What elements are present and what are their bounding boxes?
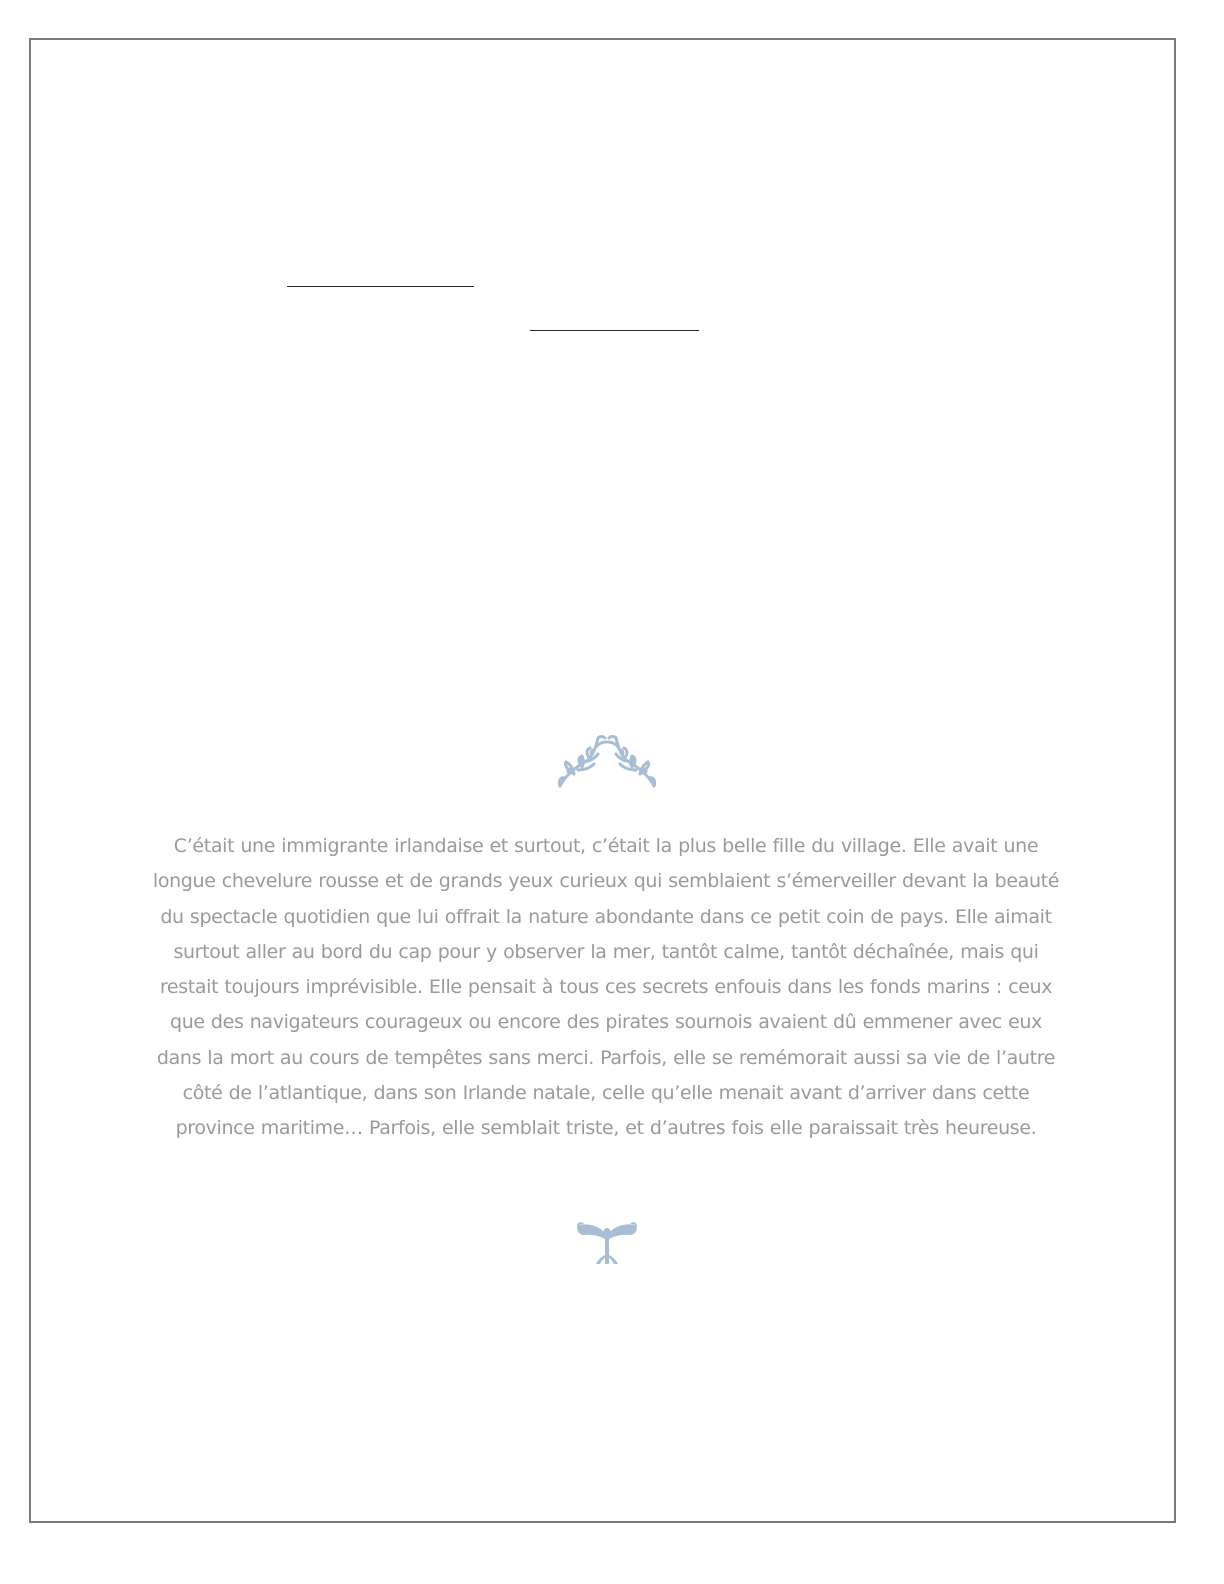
story-paragraph: C’était une immigrante irlandaise et surtout, c’était la plus belle fille du village. Elle avait une longue chevelure rousse et de grands yeux curieux qui semblaient s’émerveiller devant la beauté du spectacle quotidien que lui offrait la nature abondante dans ce petit coin de pays. Elle aimait surtout aller au bord du cap pour y observer la mer, tantôt calme, tantôt déchaînée, mais qui restait toujours imprévisible. Elle pensait à tous ces secrets enfouis dans les fonds marins : ceux que des navigateurs courageux ou encore des pirates sournois avaient dû emmener avec eux dans la mort au cours de tempêtes sans merci. Parfois, elle se remémorait aussi sa vie de l’autre côté de l’atlantique, dans son Irlande natale, celle qu’elle menait avant d’arriver dans cette province maritime… Parfois, elle semblait triste, et d’autres fois elle paraissait très heureuse. (152, 835, 1060, 1140)
blank-underline-1 (287, 286, 474, 287)
laurel-branches-icon (552, 730, 662, 792)
blank-underline-2 (530, 330, 699, 331)
fleuron-icon (574, 1220, 640, 1266)
